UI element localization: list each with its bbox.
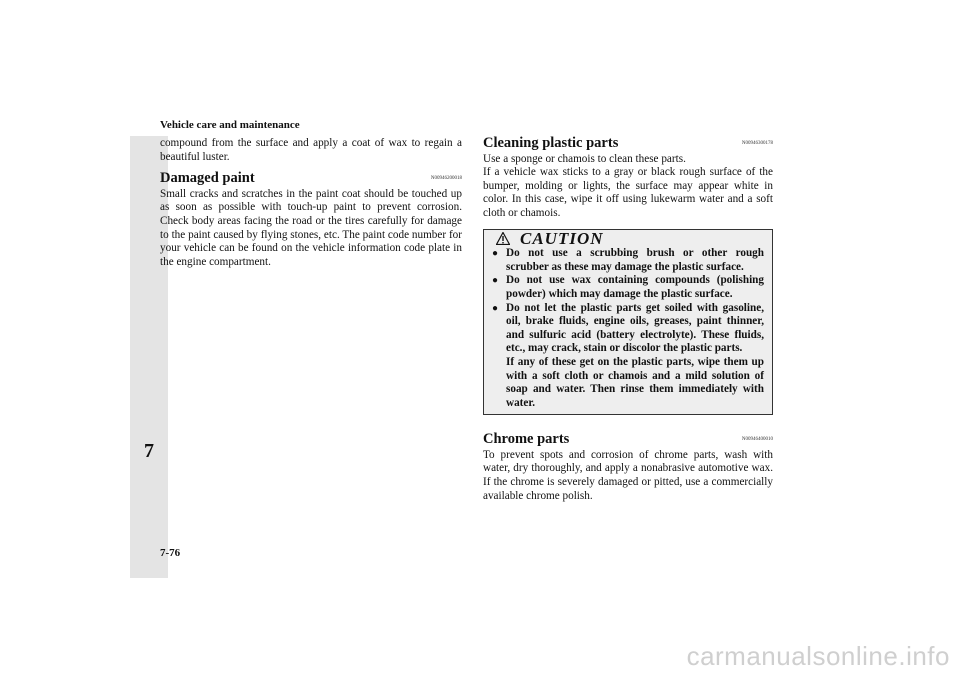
- intro-paragraph: compound from the surface and apply a coat of wax to regain a beautiful luster.: [160, 137, 462, 163]
- chrome-parts-body: To prevent spots and corrosion of chrome parts, wash with water, dry thoroughly, and apply a nonabrasive automotive wax. If the chrome is severely damaged or pitted, use a commercially available chrome polish.: [483, 448, 773, 502]
- right-column: [483, 137, 773, 503]
- caution-item-text: Do not use wax containing compounds (polishing powder) which may damage the plastic surface.: [506, 274, 764, 300]
- chrome-parts-heading-row: [483, 433, 773, 447]
- caution-item: [492, 302, 764, 356]
- damaged-paint-heading: Damaged paint: [160, 170, 255, 187]
- damaged-paint-heading-row: [160, 172, 462, 186]
- caution-item-text: Do not use a scrubbing brush or other rough scrubber as these may damage the plastic surface.: [506, 247, 764, 273]
- cleaning-plastic-heading: Cleaning plastic parts: [483, 135, 619, 151]
- section-header: Vehicle care and maintenance: [160, 119, 300, 131]
- left-column: [160, 137, 462, 269]
- chapter-number: 7: [144, 440, 154, 462]
- cleaning-plastic-line1: Use a sponge or chamois to clean these parts.: [483, 152, 686, 165]
- cleaning-plastic-code: N00946300178: [741, 141, 773, 146]
- bullet-icon: ●: [492, 248, 499, 260]
- cleaning-plastic-heading-row: [483, 137, 773, 151]
- caution-item-text: Do not let the plastic parts get soiled with gasoline, oil, brake fluids, engine oils, greases, paint thinner, and sulfuric acid (battery electrolyte). These fluids, etc., may crack, stain or discolor the plastic parts.: [506, 301, 764, 355]
- caution-box: [483, 229, 773, 416]
- caution-item: [492, 274, 764, 301]
- cleaning-plastic-body: If a vehicle wax sticks to a gray or black rough surface of the bumper, molding or lights, the surface may appear white in color. In this case, wipe it off using lukewarm water and a soft cloth or chamois.: [483, 166, 773, 219]
- caution-item: [492, 247, 764, 274]
- watermark-text: carmanualsonline.info: [686, 641, 950, 671]
- caution-title: CAUTION: [520, 228, 604, 248]
- damaged-paint-code: N00946200018: [430, 176, 462, 182]
- damaged-paint-body: Small cracks and scratches in the paint coat should be touched up as soon as possible with touch-up paint to prevent corrosion. Check body areas facing the road or the tires carefully for damage to the paint caused by flying stones, etc. The paint code number for your vehicle can be found on the vehicle information code plate in the engine compartment.: [160, 187, 462, 268]
- caution-extra-text: If any of these get on the plastic parts, wipe them up with a soft cloth or chamois and a mild solution of soap and water. Then rinse them immediately with water.: [506, 355, 764, 409]
- bullet-icon: ●: [492, 302, 499, 314]
- chrome-parts-heading: Chrome parts: [483, 431, 570, 448]
- warning-triangle-icon: [496, 232, 510, 245]
- chrome-parts-code: N00946400010: [741, 437, 773, 443]
- page-number: 7-76: [160, 547, 181, 559]
- caution-title-row: [496, 228, 764, 248]
- bullet-icon: ●: [492, 275, 499, 287]
